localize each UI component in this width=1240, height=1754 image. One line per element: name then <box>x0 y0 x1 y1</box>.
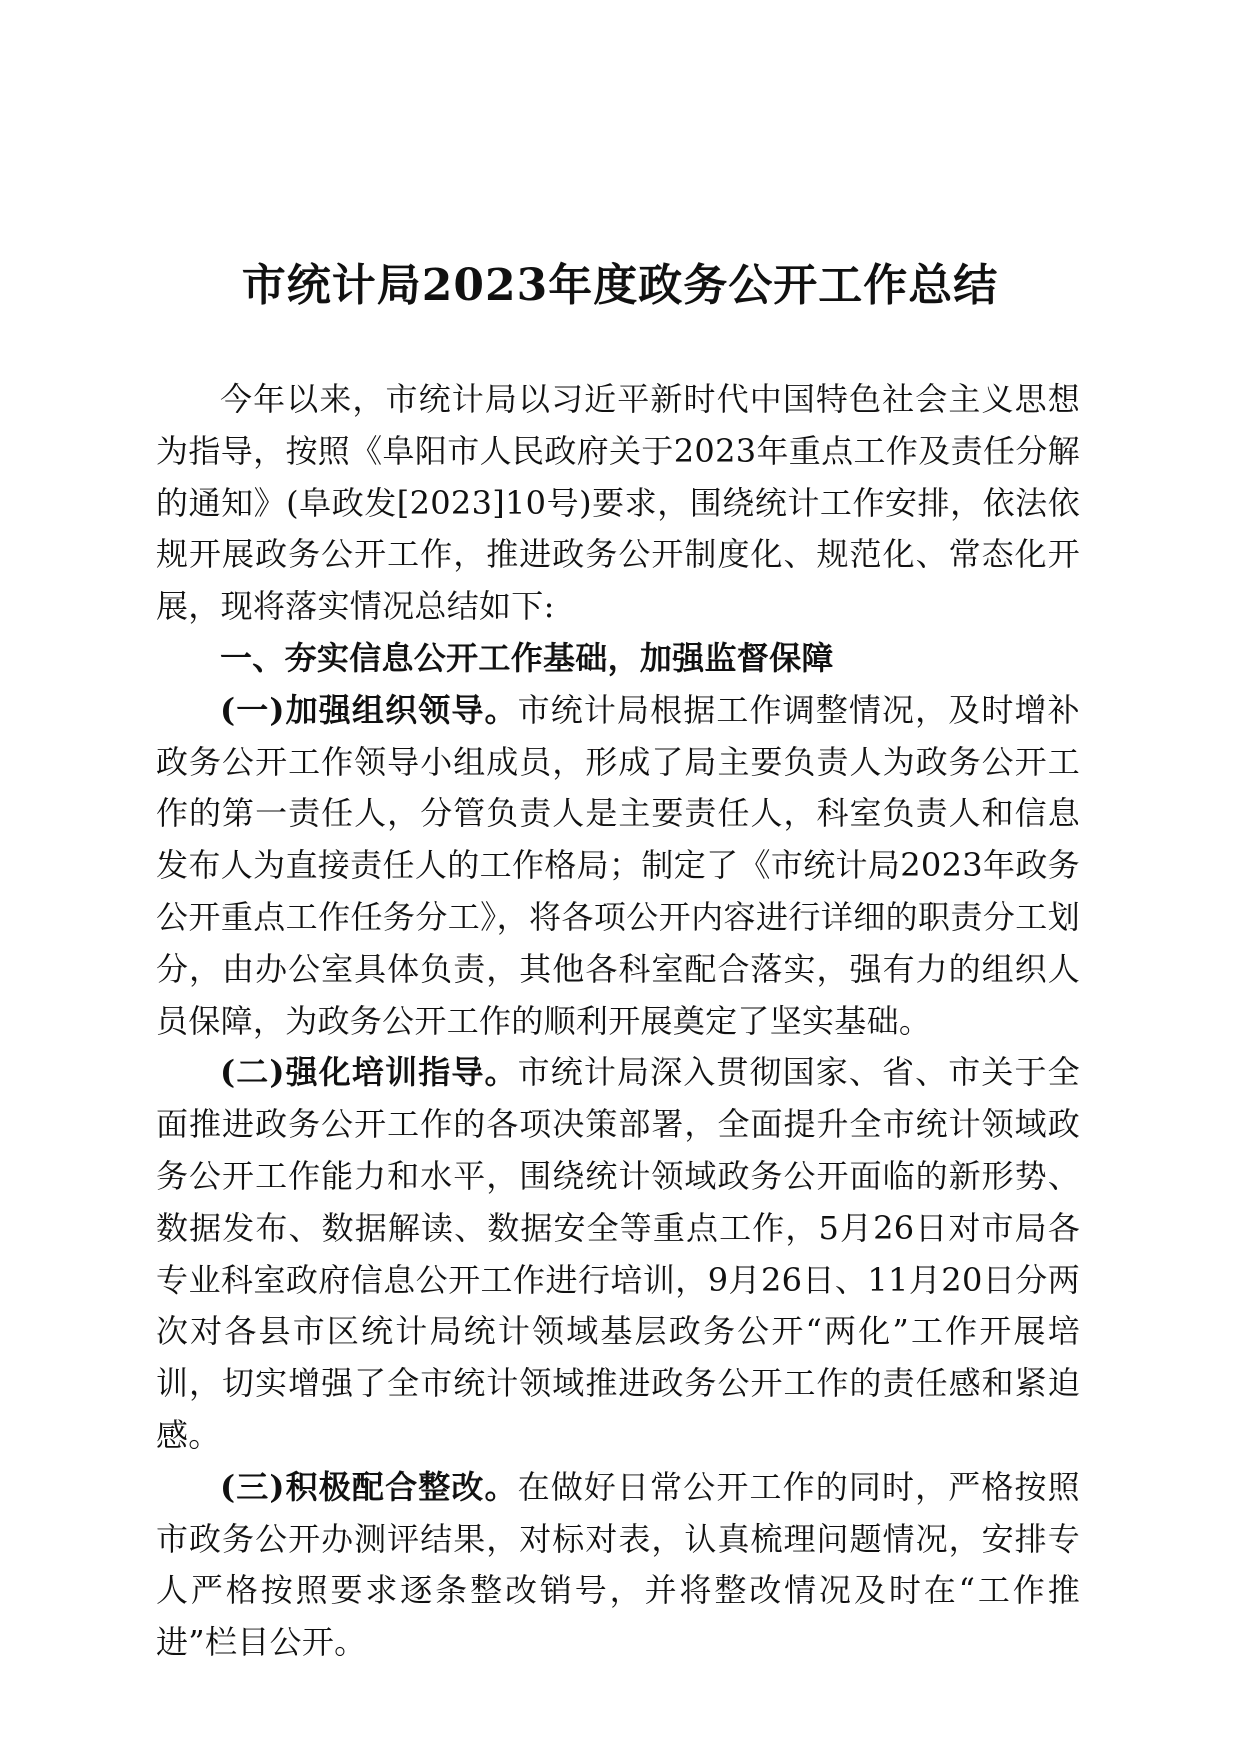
item-paragraph-2 <box>156 1047 1080 1461</box>
document-title: 市统计局2023年度政务公开工作总结 <box>241 260 999 311</box>
item-lead-3: (三)积极配合整改。 <box>220 1467 518 1506</box>
item-text-3: 在做好日常公开工作的同时，严格按照市政务公开办测评结果，对标对表，认真梳理问题情况，安排专人严格按照要求逐条整改销号，并将整改情况及时在“工作推进”栏目公开。 <box>156 1467 1080 1662</box>
item-lead-2: (二)强化培训指导。 <box>220 1053 518 1092</box>
item-text-1: 市统计局根据工作调整情况，及时增补政务公开工作领导小组成员，形成了局主要负责人为政务公开工作的第一责任人，分管负责人是主要责任人，科室负责人和信息发布人为直接责任人的工作格局；制定了《市统计局2023年政务公开重点工作任务分工》，将各项公开内容进行详细的职责分工划分，由办公室具体负责，其他各科室配合落实，强有力的组织人员保障，为政务公开工作的顺利开展奠定了坚实基础。 <box>156 690 1080 1040</box>
document-body <box>156 374 1080 1669</box>
section-heading: 一、夯实信息公开工作基础，加强监督保障 <box>220 638 834 677</box>
item-paragraph-1 <box>156 685 1080 1048</box>
item-paragraph-3 <box>156 1462 1080 1669</box>
intro-paragraph: 今年以来，市统计局以习近平新时代中国特色社会主义思想为指导，按照《阜阳市人民政府关于2023年重点工作及责任分解的通知》(阜政发[2023]10号)要求，围绕统计工作安排，依法依规开展政务公开工作，推进政务公开制度化、规范化、常态化开展，现将落实情况总结如下: <box>156 380 1080 626</box>
item-text-2: 市统计局深入贯彻国家、省、市关于全面推进政务公开工作的各项决策部署，全面提升全市统计领域政务公开工作能力和水平，围绕统计领域政务公开面临的新形势、数据发布、数据解读、数据安全等重点工作，5月26日对市局各专业科室政府信息公开工作进行培训，9月26日、11月20日分两次对各县市区统计局统计领域基层政务公开“两化”工作开展培训，切实增强了全市统计领域推进政务公开工作的责任感和紧迫感。 <box>156 1053 1080 1454</box>
item-lead-1: (一)加强组织领导。 <box>220 690 518 729</box>
